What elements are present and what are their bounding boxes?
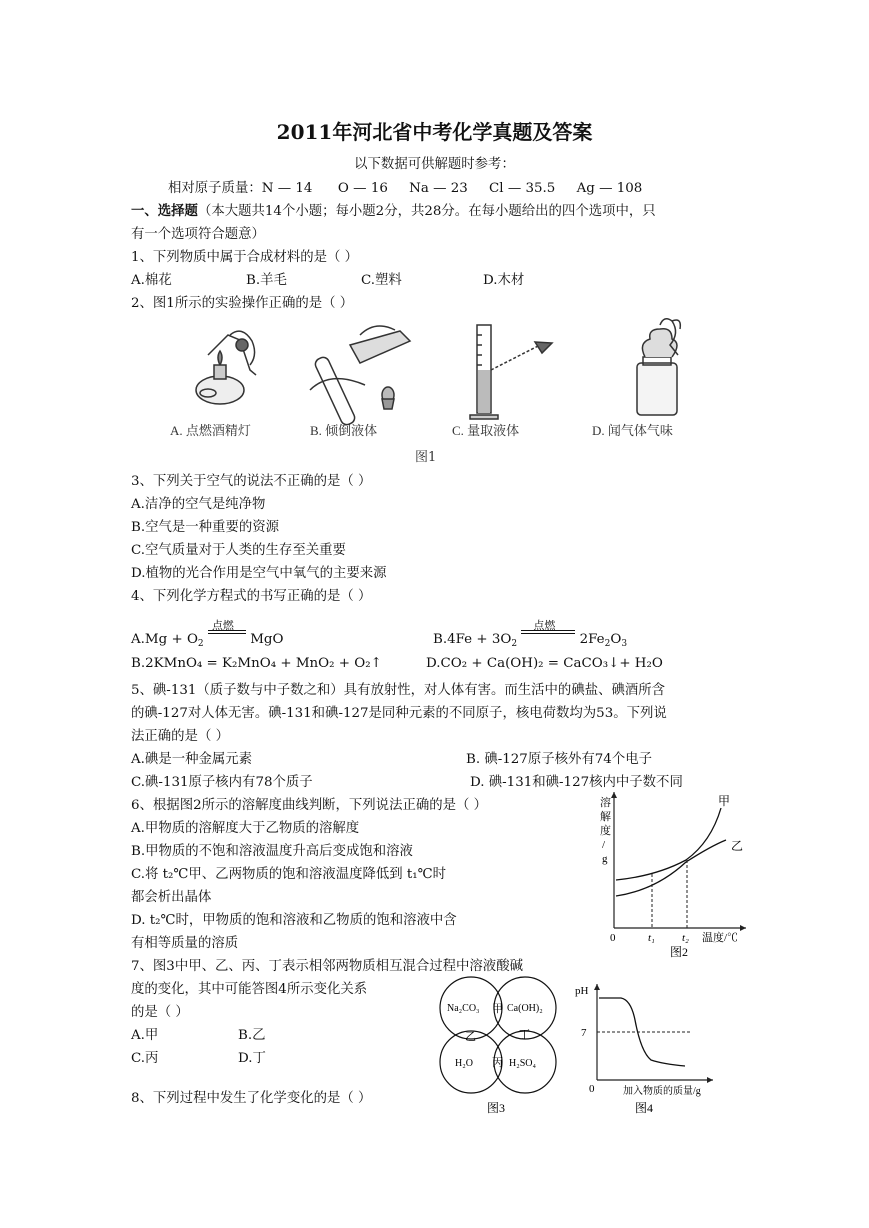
q7-option-d: D.丁 bbox=[238, 1051, 266, 1066]
q4-b-right: 2Fe bbox=[579, 632, 605, 647]
figure-2-caption: 图2 bbox=[670, 945, 689, 959]
q1-option-d: D.木材 bbox=[483, 273, 525, 288]
q4-stem: 4、下列化学方程式的书写正确的是（ ） bbox=[131, 589, 372, 604]
q3-option-c: C.空气质量对于人类的生存至关重要 bbox=[131, 543, 346, 558]
q5-option-b: B. 碘-127原子核外有74个电子 bbox=[466, 752, 652, 767]
q2-stem: 2、图1所示的实验操作正确的是（ ） bbox=[131, 296, 354, 311]
label-yi: 乙 bbox=[465, 1031, 476, 1043]
figure-4 bbox=[573, 980, 723, 1120]
y-axis-arrow bbox=[594, 984, 600, 990]
q6-option-a: A.甲物质的溶解度大于乙物质的溶解度 bbox=[131, 821, 360, 836]
figure-4-chart bbox=[573, 980, 723, 1120]
figure-3-caption: 图3 bbox=[487, 1101, 506, 1115]
section-title: 一、选择题 bbox=[131, 203, 198, 219]
q3-stem: 3、下列关于空气的说法不正确的是（ ） bbox=[131, 474, 372, 489]
figure-1-caption: 图1 bbox=[415, 450, 437, 465]
label-h2o: H₂O bbox=[455, 1058, 473, 1069]
y-axis-label: pH bbox=[575, 985, 589, 997]
q4-a-left: A.Mg + O bbox=[131, 632, 198, 647]
arrow-line-bottom bbox=[521, 633, 575, 634]
q5-option-c: C.碘-131原子核内有78个质子 bbox=[131, 775, 313, 790]
measuring-cylinder-icon bbox=[470, 325, 552, 419]
q5-line-2: 的碘-127对人体无害。碘-131和碘-127是同种元素的不同原子，核电荷数均为53。下列说 bbox=[131, 706, 667, 721]
figure-1-label-a: A. 点燃酒精灯 bbox=[170, 423, 251, 438]
q4-a-right: MgO bbox=[250, 632, 284, 647]
q6-option-b: B.甲物质的不饱和溶液温度升高后变成饱和溶液 bbox=[131, 844, 413, 859]
alcohol-lamp-icon bbox=[196, 331, 256, 404]
q7-line-1: 7、图3中甲、乙、丙、丁表示相邻两物质相互混合过程中溶液酸碱 bbox=[131, 959, 523, 974]
q6-stem: 6、根据图2所示的溶解度曲线判断，下列说法正确的是（ ） bbox=[131, 798, 488, 813]
q4-option-c: B.2KMnO₄ = K₂MnO₄ + MnO₂ + O₂↑ bbox=[131, 656, 382, 671]
figure-2 bbox=[596, 790, 761, 960]
equation-arrow bbox=[208, 619, 246, 643]
figure-4-caption: 图4 bbox=[635, 1101, 654, 1115]
gas-jar-icon bbox=[637, 319, 680, 415]
figure-2-chart bbox=[596, 790, 761, 960]
q7-line-3: 的是（ ） bbox=[131, 1005, 189, 1020]
q5-line-3: 法正确的是（ ） bbox=[131, 729, 229, 744]
t1-label: t₁ bbox=[648, 932, 655, 944]
t2-label: t₂ bbox=[682, 932, 689, 944]
label-h2so4: H₂SO₄ bbox=[509, 1058, 536, 1069]
q3-option-d: D.植物的光合作用是空气中氧气的主要来源 bbox=[131, 566, 387, 581]
arrow-line-bottom bbox=[208, 633, 246, 634]
curve-jia bbox=[616, 808, 721, 880]
q4-option-a bbox=[131, 619, 284, 649]
label-na2co3: Na₂CO₃ bbox=[447, 1003, 480, 1014]
q1-option-c: C.塑料 bbox=[361, 273, 402, 288]
label-caoh2: Ca(OH)₂ bbox=[507, 1003, 543, 1014]
equation-arrow bbox=[521, 619, 575, 643]
q1-stem: 1、下列物质中属于合成材料的是（ ） bbox=[131, 250, 359, 265]
x-axis-label: 加入物质的质量/g bbox=[623, 1086, 701, 1097]
figure-1-label-d: D. 闻气体气味 bbox=[592, 423, 673, 438]
section-heading bbox=[131, 200, 656, 219]
subscript: 3 bbox=[621, 639, 628, 649]
x-axis-arrow bbox=[707, 1077, 713, 1083]
subscript: 2 bbox=[604, 639, 611, 649]
figure-3-diagram bbox=[435, 970, 570, 1120]
label-ding: 丁 bbox=[519, 1029, 530, 1041]
x-axis-label: 温度/℃ bbox=[702, 932, 739, 944]
subscript: 2 bbox=[511, 639, 518, 649]
q7-option-a: A.甲 bbox=[131, 1028, 159, 1043]
q6-option-c-1: C.将 t₂℃甲、乙两物质的饱和溶液温度降低到 t₁℃时 bbox=[131, 867, 447, 882]
figure-1-illustrations bbox=[160, 315, 720, 460]
ph-seven-label: 7 bbox=[581, 1027, 587, 1039]
x-axis-arrow bbox=[740, 925, 746, 931]
q6-option-c-2: 都会析出晶体 bbox=[131, 890, 212, 905]
q7-line-2: 度的变化，其中可能答图4所示变化关系 bbox=[131, 982, 368, 997]
q6-option-d-1: D. t₂℃时，甲物质的饱和溶液和乙物质的饱和溶液中含 bbox=[131, 913, 457, 928]
y-label-2: 解 bbox=[600, 811, 611, 823]
q4-option-d: D.CO₂ + Ca(OH)₂ = CaCO₃↓+ H₂O bbox=[426, 656, 663, 671]
label-jia: 甲 bbox=[492, 1003, 503, 1015]
series-label-jia: 甲 bbox=[718, 794, 731, 808]
figure-1 bbox=[160, 315, 720, 460]
origin-label: 0 bbox=[589, 1083, 595, 1095]
y-label-5: g bbox=[602, 853, 608, 865]
section-desc-2: 有一个选项符合题意） bbox=[131, 227, 265, 242]
q3-option-b: B.空气是一种重要的资源 bbox=[131, 520, 280, 535]
q4-b-left: B.4Fe + 3O bbox=[433, 632, 512, 647]
subtitle: 以下数据可供解题时参考： bbox=[354, 157, 515, 172]
q7-option-b: B.乙 bbox=[238, 1028, 266, 1043]
q5-option-d: D. 碘-131和碘-127核内中子数不同 bbox=[470, 775, 683, 790]
section-desc: （本大题共14个小题；每小题2分，共28分。在每小题给出的四个选项中，只 bbox=[197, 204, 656, 219]
y-label-3: 度 bbox=[600, 825, 611, 837]
figure-3 bbox=[435, 970, 570, 1120]
q3-option-a: A.洁净的空气是纯净物 bbox=[131, 497, 266, 512]
q5-line-1: 5、碘-131（质子数与中子数之和）具有放射性，对人体有害。而生活中的碘盐、碘酒所含 bbox=[131, 683, 666, 698]
q1-option-b: B.羊毛 bbox=[246, 273, 287, 288]
figure-1-label-c: C. 量取液体 bbox=[452, 423, 520, 438]
y-label-1: 溶 bbox=[600, 797, 611, 809]
q4-option-b: $B.4Fe + 3O_2$ 点燃 $2Fe_2O_3$ bbox=[433, 619, 628, 649]
condition-label: 点燃 bbox=[211, 619, 234, 632]
q8-stem: 8、下列过程中发生了化学变化的是（ ） bbox=[131, 1091, 372, 1106]
label-bing: 丙 bbox=[492, 1057, 503, 1069]
atomic-masses: 相对原子质量：N — 14 O — 16 Na — 23 Cl — 35.5 Ag — 108 bbox=[168, 181, 643, 196]
y-label-4: / bbox=[602, 839, 606, 851]
origin-label: 0 bbox=[610, 932, 616, 944]
q1-option-a: A.棉花 bbox=[131, 273, 172, 288]
series-label-yi: 乙 bbox=[731, 839, 744, 853]
q7-option-c: C.丙 bbox=[131, 1051, 159, 1066]
figure-1-label-b: B. 倾倒液体 bbox=[310, 423, 378, 438]
q5-option-a: A.碘是一种金属元素 bbox=[131, 752, 253, 767]
q6-option-d-2: 有相等质量的溶质 bbox=[131, 936, 239, 951]
subscript: 2 bbox=[197, 639, 204, 649]
condition-label: 点燃 bbox=[533, 619, 556, 632]
pouring-liquid-icon bbox=[310, 326, 410, 427]
page-title: 2011年河北省中考化学真题及答案 bbox=[276, 120, 593, 144]
y-axis-arrow bbox=[611, 792, 617, 798]
curve-yi bbox=[616, 840, 726, 896]
